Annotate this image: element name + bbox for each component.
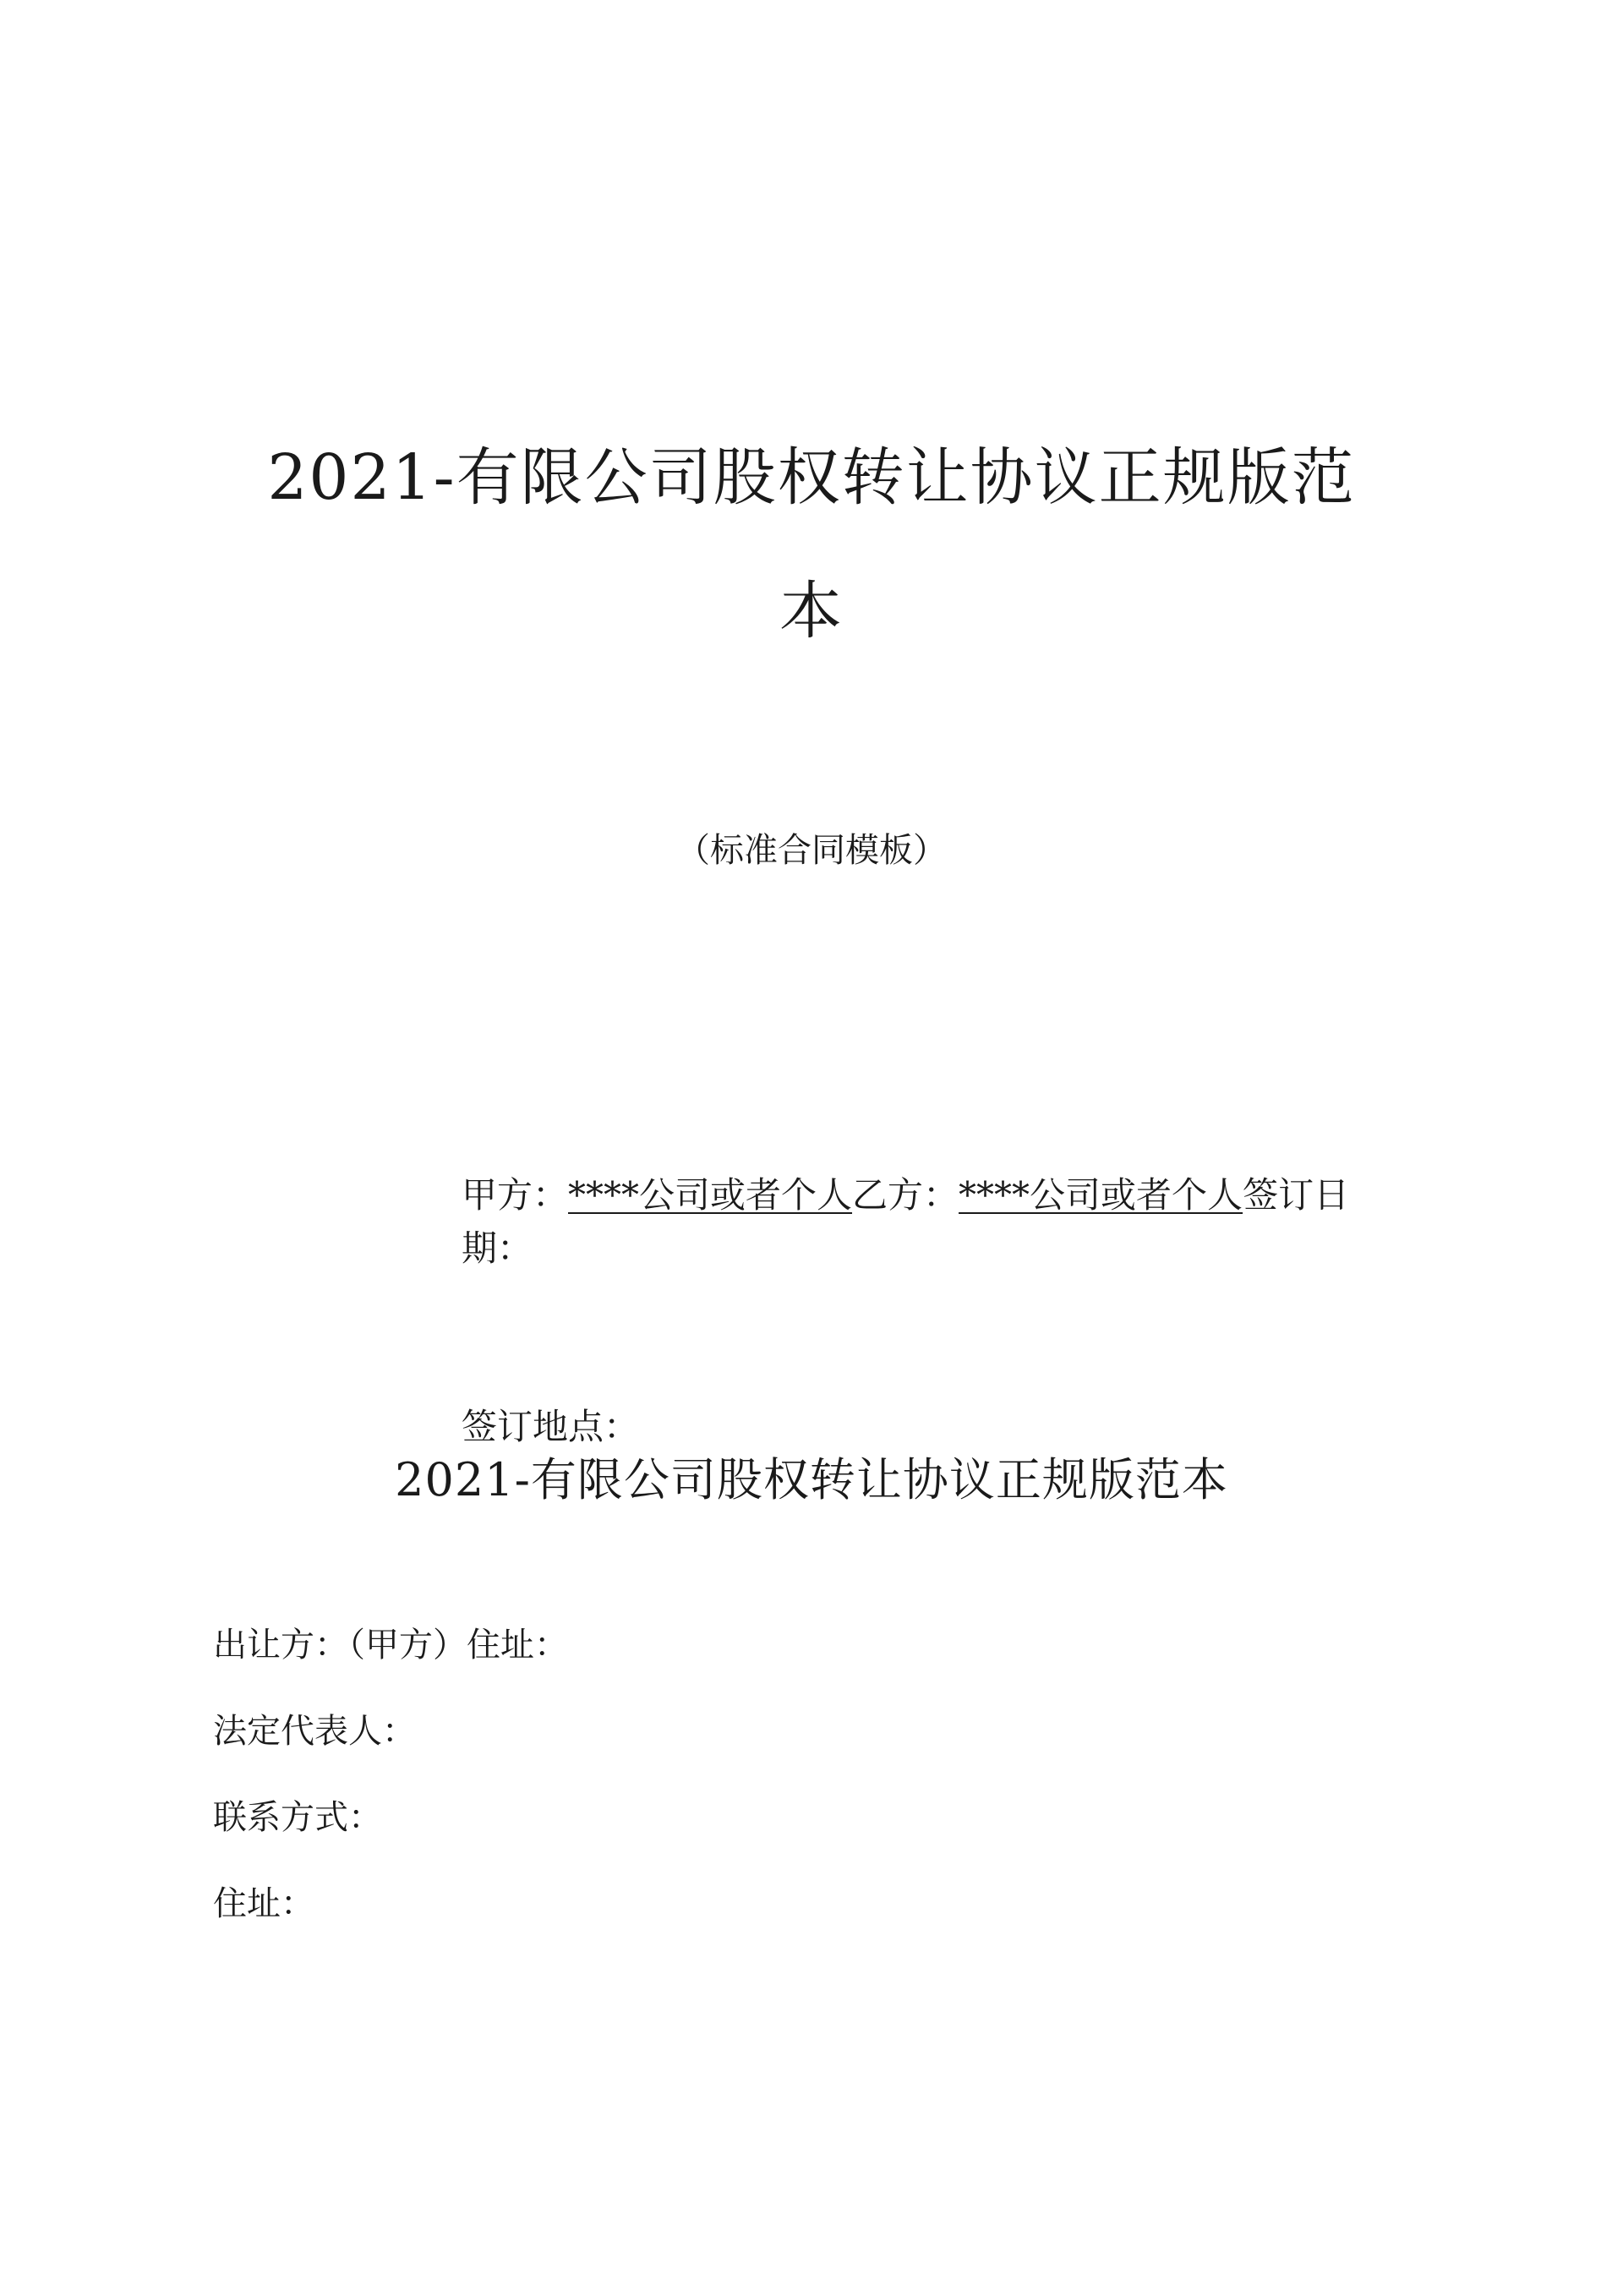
parties-line bbox=[462, 1174, 1350, 1216]
party-b-value: ****公司或者个人 bbox=[959, 1174, 1243, 1216]
contact-field: 联系方式： bbox=[213, 1798, 382, 1837]
legal-representative-field: 法定代表人： bbox=[213, 1712, 416, 1751]
cover-title-line-2: 本 bbox=[779, 575, 844, 648]
party-b-label: 乙方： bbox=[852, 1174, 959, 1216]
party-a-label: 甲方： bbox=[462, 1174, 569, 1216]
cover-subtitle: （标准合同模板） bbox=[676, 831, 947, 870]
address-field: 住址： bbox=[213, 1884, 314, 1923]
signing-place-label: 签订地点： bbox=[462, 1406, 640, 1447]
transferor-address-field: 出让方：（甲方）住址： bbox=[213, 1626, 568, 1665]
signing-date-label: 签订日 bbox=[1243, 1174, 1350, 1216]
cover-title-line-1: 2021-有限公司股权转让协议正规版范 bbox=[267, 441, 1356, 514]
signing-date-label-continued: 期： bbox=[462, 1227, 533, 1269]
document-main-title: 2021-有限公司股权转让协议正规版范本 bbox=[395, 1453, 1228, 1506]
party-a-value: ****公司或者个人 bbox=[568, 1174, 853, 1216]
